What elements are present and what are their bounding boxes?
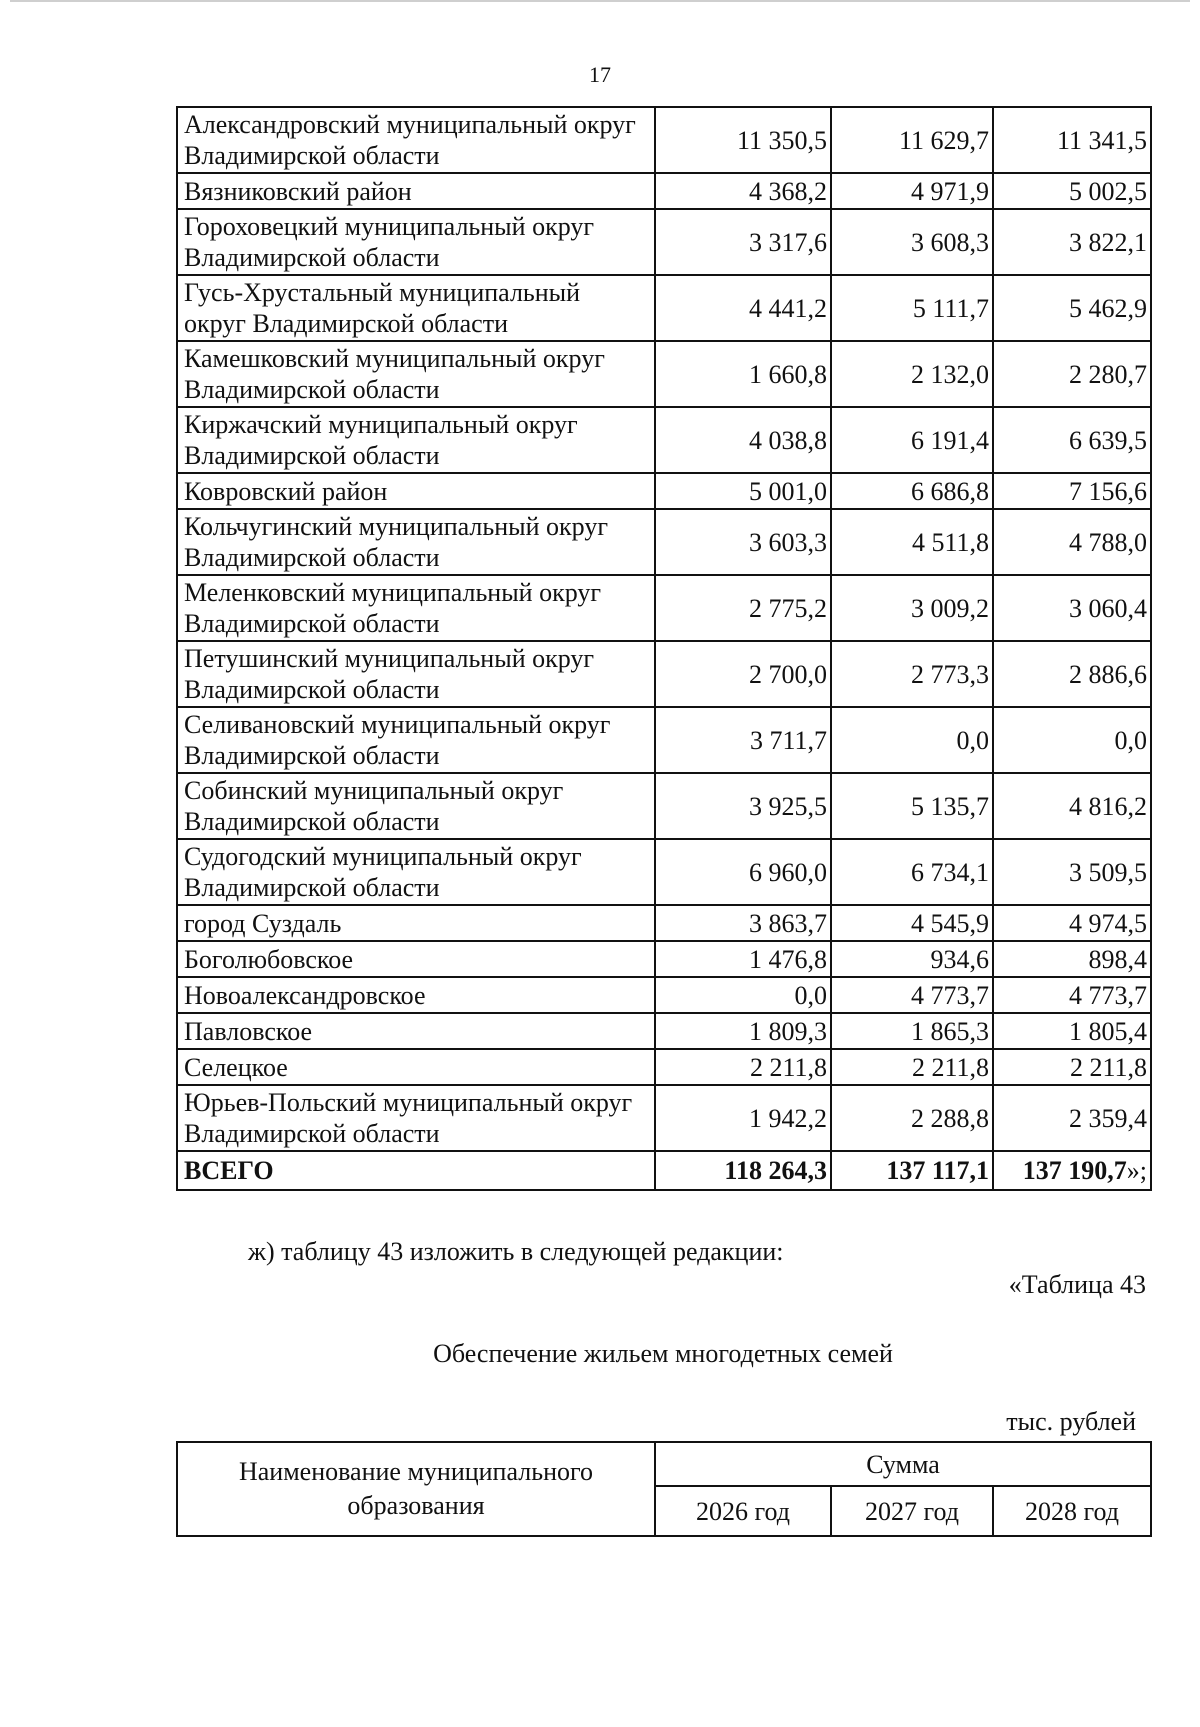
table-row	[177, 509, 1151, 575]
value-2028: 7 156,6	[993, 473, 1151, 509]
table-row	[177, 839, 1151, 905]
total-2028-cell	[993, 1151, 1151, 1190]
value-2027: 2 288,8	[831, 1085, 993, 1151]
value-2027: 4 773,7	[831, 977, 993, 1013]
total-2027: 137 117,1	[831, 1151, 993, 1190]
value-2028: 2 886,6	[993, 641, 1151, 707]
value-2026: 2 700,0	[655, 641, 831, 707]
table-row	[177, 1013, 1151, 1049]
value-2027: 6 734,1	[831, 839, 993, 905]
units-label: тыс. рублей	[1006, 1407, 1136, 1436]
municipality-name: Гусь-Хрустальный муниципальный округ Владимирской области	[177, 275, 655, 341]
municipality-name: Камешковский муниципальный округ Владимирской области	[177, 341, 655, 407]
table-row	[177, 707, 1151, 773]
table-row	[177, 1049, 1151, 1085]
value-2027: 5 135,7	[831, 773, 993, 839]
closing-quote: »;	[1126, 1156, 1147, 1185]
value-2028: 3 509,5	[993, 839, 1151, 905]
value-2026: 1 809,3	[655, 1013, 831, 1049]
table-row	[177, 773, 1151, 839]
value-2026: 4 441,2	[655, 275, 831, 341]
value-2026: 2 775,2	[655, 575, 831, 641]
value-2026: 1 660,8	[655, 341, 831, 407]
value-2027: 11 629,7	[831, 107, 993, 173]
value-2028: 3 060,4	[993, 575, 1151, 641]
page-number: 17	[589, 62, 611, 87]
value-2028: 6 639,5	[993, 407, 1151, 473]
municipality-name: Петушинский муниципальный округ Владимирской области	[177, 641, 655, 707]
value-2026: 3 863,7	[655, 905, 831, 941]
value-2028: 4 974,5	[993, 905, 1151, 941]
table-row	[177, 575, 1151, 641]
header-name-column: Наименование муниципального образования	[177, 1442, 655, 1536]
value-2028: 898,4	[993, 941, 1151, 977]
housing-table-header	[176, 1441, 1152, 1537]
municipality-name: Селецкое	[177, 1049, 655, 1085]
municipality-name: Судогодский муниципальный округ Владимирской области	[177, 839, 655, 905]
municipality-name: Павловское	[177, 1013, 655, 1049]
municipality-name: Боголюбовское	[177, 941, 655, 977]
value-2028: 2 359,4	[993, 1085, 1151, 1151]
municipality-name: Ковровский район	[177, 473, 655, 509]
value-2026: 4 368,2	[655, 173, 831, 209]
total-2028: 137 190,7	[1022, 1156, 1127, 1185]
municipality-name: Новоалександровское	[177, 977, 655, 1013]
value-2028: 4 816,2	[993, 773, 1151, 839]
value-2026: 1 476,8	[655, 941, 831, 977]
value-2028: 2 280,7	[993, 341, 1151, 407]
value-2026: 3 925,5	[655, 773, 831, 839]
value-2026: 3 603,3	[655, 509, 831, 575]
table-row	[177, 173, 1151, 209]
header-year-2026: 2026 год	[655, 1486, 831, 1536]
value-2027: 0,0	[831, 707, 993, 773]
value-2028: 2 211,8	[993, 1049, 1151, 1085]
municipality-name: Вязниковский район	[177, 173, 655, 209]
value-2027: 4 545,9	[831, 905, 993, 941]
table-row	[177, 641, 1151, 707]
value-2028: 3 822,1	[993, 209, 1151, 275]
total-2026: 118 264,3	[655, 1151, 831, 1190]
budget-table	[176, 106, 1152, 1191]
amendment-instruction: ж) таблицу 43 изложить в следующей редакции:	[248, 1237, 784, 1266]
value-2028: 4 788,0	[993, 509, 1151, 575]
municipality-name: город Суздаль	[177, 905, 655, 941]
value-2026: 5 001,0	[655, 473, 831, 509]
value-2026: 3 711,7	[655, 707, 831, 773]
table-row	[177, 275, 1151, 341]
value-2027: 3 608,3	[831, 209, 993, 275]
header-sum: Сумма	[655, 1442, 1151, 1486]
table-row	[177, 473, 1151, 509]
total-row	[177, 1151, 1151, 1190]
value-2027: 6 191,4	[831, 407, 993, 473]
total-label: ВСЕГО	[177, 1151, 655, 1190]
value-2027: 4 971,9	[831, 173, 993, 209]
value-2027: 6 686,8	[831, 473, 993, 509]
value-2026: 0,0	[655, 977, 831, 1013]
header-year-2027: 2027 год	[831, 1486, 993, 1536]
municipality-name: Кольчугинский муниципальный округ Владимирской области	[177, 509, 655, 575]
municipality-name: Гороховецкий муниципальный округ Владимирской области	[177, 209, 655, 275]
value-2028: 5 462,9	[993, 275, 1151, 341]
value-2028: 1 805,4	[993, 1013, 1151, 1049]
table-row	[177, 107, 1151, 173]
value-2027: 2 211,8	[831, 1049, 993, 1085]
value-2028: 11 341,5	[993, 107, 1151, 173]
table-row	[177, 341, 1151, 407]
municipality-name: Селивановский муниципальный округ Владимирской области	[177, 707, 655, 773]
value-2026: 1 942,2	[655, 1085, 831, 1151]
table-title: Обеспечение жильем многодетных семей	[433, 1339, 893, 1368]
value-2027: 2 132,0	[831, 341, 993, 407]
table-row	[177, 407, 1151, 473]
table-row	[177, 941, 1151, 977]
value-2027: 934,6	[831, 941, 993, 977]
top-rule	[10, 0, 1190, 2]
budget-table-body	[177, 107, 1151, 1151]
table-row	[177, 905, 1151, 941]
value-2027: 2 773,3	[831, 641, 993, 707]
table-row	[177, 977, 1151, 1013]
table-row	[177, 209, 1151, 275]
table-caption: «Таблица 43	[1008, 1270, 1146, 1299]
value-2026: 4 038,8	[655, 407, 831, 473]
value-2026: 2 211,8	[655, 1049, 831, 1085]
value-2026: 3 317,6	[655, 209, 831, 275]
table-row	[177, 1085, 1151, 1151]
value-2027: 5 111,7	[831, 275, 993, 341]
value-2027: 3 009,2	[831, 575, 993, 641]
value-2026: 6 960,0	[655, 839, 831, 905]
value-2028: 5 002,5	[993, 173, 1151, 209]
value-2028: 0,0	[993, 707, 1151, 773]
municipality-name: Собинский муниципальный округ Владимирской области	[177, 773, 655, 839]
value-2026: 11 350,5	[655, 107, 831, 173]
value-2027: 1 865,3	[831, 1013, 993, 1049]
municipality-name: Александровский муниципальный округ Владимирской области	[177, 107, 655, 173]
value-2028: 4 773,7	[993, 977, 1151, 1013]
municipality-name: Киржачский муниципальный округ Владимирской области	[177, 407, 655, 473]
header-year-2028: 2028 год	[993, 1486, 1151, 1536]
municipality-name: Юрьев-Польский муниципальный округ Владимирской области	[177, 1085, 655, 1151]
municipality-name: Меленковский муниципальный округ Владимирской области	[177, 575, 655, 641]
value-2027: 4 511,8	[831, 509, 993, 575]
